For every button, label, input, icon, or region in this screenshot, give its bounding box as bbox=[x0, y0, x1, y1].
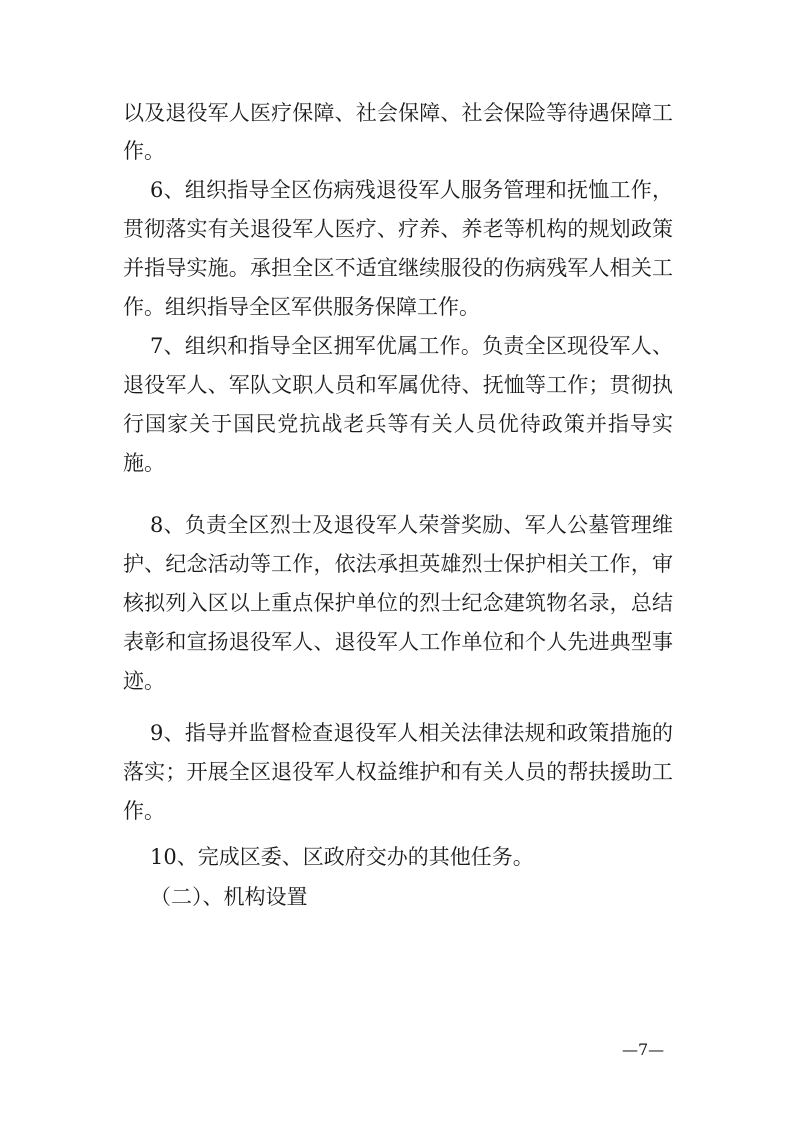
text-line: 作。 bbox=[123, 799, 165, 823]
text-line: 核拟列入区以上重点保护单位的烈士纪念建筑物名录，总结 bbox=[123, 591, 673, 615]
section-heading: （二）、机构设置 bbox=[150, 885, 308, 909]
text-line: 10、完成区委、区政府交办的其他任务。 bbox=[150, 845, 534, 869]
text-line: 落实；开展全区退役军人权益维护和有关人员的帮扶援助工 bbox=[123, 760, 673, 784]
text-line: 表彰和宣扬退役军人、退役军人工作单位和个人先进典型事 bbox=[123, 630, 673, 654]
text-line: 6、组织指导全区伤病残退役军人服务管理和抚恤工作， bbox=[150, 178, 673, 202]
text-line: 迹。 bbox=[123, 669, 165, 693]
text-line: 以及退役军人医疗保障、社会保障、社会保险等待遇保障工 bbox=[123, 101, 673, 125]
text-line: 行国家关于国民党抗战老兵等有关人员优待政策并指导实 bbox=[123, 412, 673, 436]
text-line: 护、纪念活动等工作，依法承担英雄烈士保护相关工作，审 bbox=[123, 552, 673, 576]
text-line: 并指导实施。承担全区不适宜继续服役的伤病残军人相关工 bbox=[123, 256, 673, 280]
page-number: —7— bbox=[622, 1040, 665, 1059]
text-line: 8、负责全区烈士及退役军人荣誉奖励、军人公墓管理维 bbox=[150, 513, 673, 537]
text-line: 贯彻落实有关退役军人医疗、疗养、养老等机构的规划政策 bbox=[123, 217, 673, 241]
text-line: 施。 bbox=[123, 451, 165, 475]
text-line: 作。组织指导全区军供服务保障工作。 bbox=[123, 295, 480, 319]
text-line: 9、指导并监督检查退役军人相关法律法规和政策措施的 bbox=[150, 721, 673, 745]
text-line: 7、组织和指导全区拥军优属工作。负责全区现役军人、 bbox=[150, 334, 673, 358]
text-line: 退役军人、军队文职人员和军属优待、抚恤等工作；贯彻执 bbox=[123, 373, 673, 397]
text-line: 作。 bbox=[123, 139, 165, 163]
